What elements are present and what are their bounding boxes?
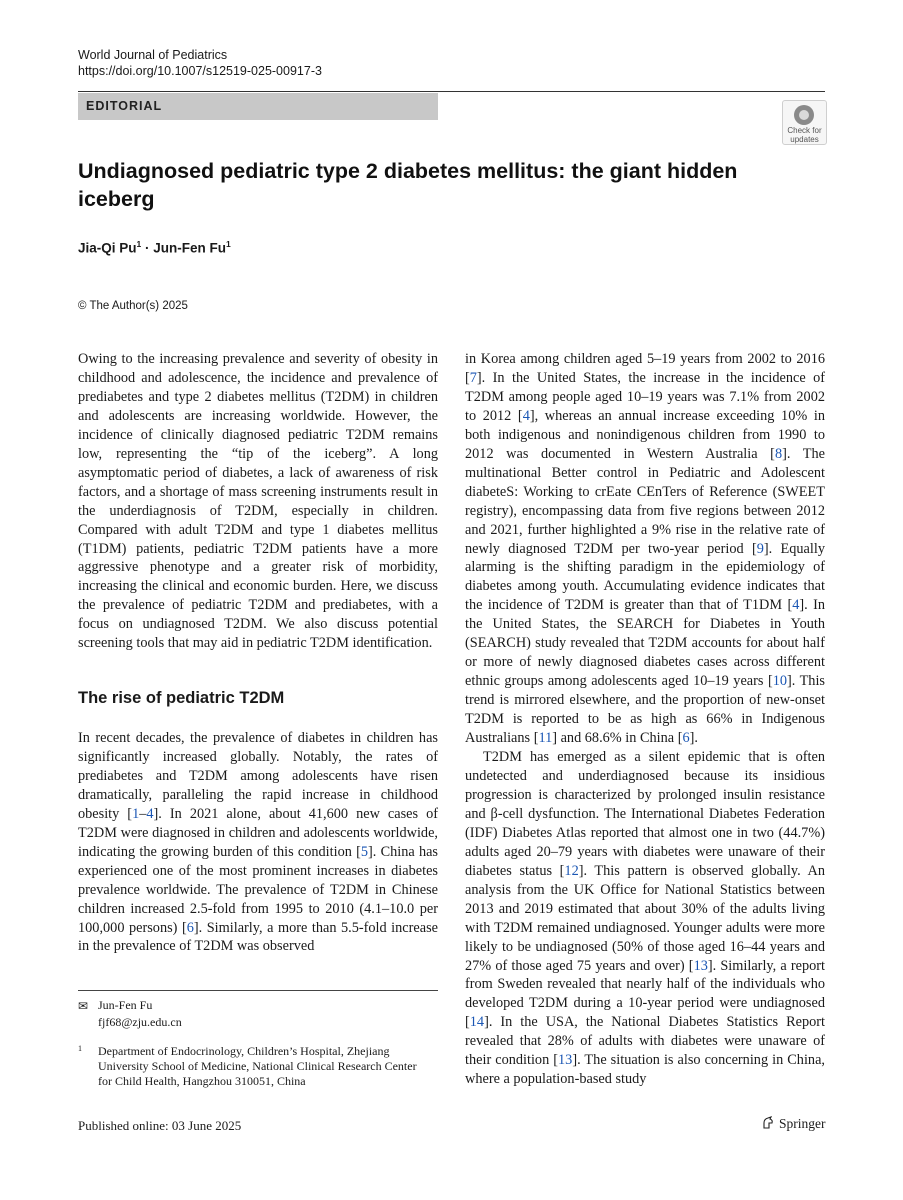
header-rule — [78, 91, 825, 92]
author-name[interactable]: Jun-Fen Fu — [153, 240, 226, 256]
citation-link[interactable]: 10 — [772, 673, 788, 690]
citation-link[interactable]: 7 — [469, 369, 477, 386]
abstract — [78, 350, 438, 653]
citation-link[interactable]: 6 — [682, 730, 690, 747]
article-type-band — [78, 93, 438, 120]
body-left-column — [78, 729, 438, 956]
citation-link[interactable]: 1 — [132, 805, 140, 822]
springer-horse-icon — [761, 1116, 775, 1130]
citation-link[interactable]: 4 — [146, 805, 154, 822]
citation-link[interactable]: 9 — [756, 540, 764, 557]
affiliation-number: 1 — [78, 1044, 82, 1053]
body-paragraph: in Korea among children aged 5–19 years from 2002 to 2016 [7]. In the United States, the increase in the incidence of T2DM among people aged 10–19 years was 7.1% from 2002 to 2012 [4], whereas an annual increase exceeding 10% in both indigenous and nonindigenous children from 1990 to 2012 was documented in Western Australia [8]. The multinational Better control in Pediatric and Adolescent diabeteS: Working to crEate CEnTers of Reference (SWEET registry), encompassing data from five regions between 2012 and 2021, further highlighted a 9% rise in the relative rate of newly diagnosed T2DM per two-year period [9]. Equally alarming is the shifting paradigm in the epidemiology of diabetes among youth. Accumulating evidence indicates that the incidence of T2DM is greater than that of T1DM [4]. In the United States, the SEARCH for Diabetes in Youth (SEARCH) study revealed that T2DM accounts for about half or more of newly diagnosed diabetes cases across different ethnic groups among adolescents aged 10–19 years [10]. This trend is mirrored elsewhere, and the proportion of new-onset T2DM is reported to be as high as 66% in Indigenous Australians [11] and 68.6% in China [6]. — [465, 351, 825, 747]
affiliation-marker: 1 — [226, 239, 231, 249]
citation-link[interactable]: 4 — [792, 597, 800, 614]
body-paragraph: In recent decades, the prevalence of diabetes in children has significantly increased globally. Notably, the rates of prediabetes and T2DM among adolescents have risen dramatically, paralleling the rapid increase in childhood obesity [1–4]. In 2021 alone, about 41,600 new cases of T2DM were diagnosed in children and adolescents worldwide, indicating the growing burden of this condition [5]. China has experienced one of the most prominent increases in diabetes prevalence worldwide. The prevalence of T2DM in Chinese children increased 2.5-fold from 1995 to 2010 (4.1–10.0 per 100,000 persons) [6]. Similarly, a more than 5.5-fold increase in the prevalence of T2DM was observed — [78, 730, 438, 955]
body-right-column — [465, 350, 825, 1089]
citation-link[interactable]: 12 — [564, 862, 579, 879]
article-title: Undiagnosed pediatric type 2 diabetes mellitus: the giant hidden iceberg — [78, 159, 738, 211]
published-date: Published online: 03 June 2025 — [78, 1118, 242, 1133]
check-for-updates-badge[interactable] — [782, 100, 827, 145]
author-list — [78, 239, 231, 256]
copyright-notice: © The Author(s) 2025 — [78, 300, 188, 312]
corresponding-author-name: Jun-Fen Fu — [98, 998, 153, 1012]
citation-link[interactable]: 13 — [693, 957, 708, 974]
affiliation-text: Department of Endocrinology, Children’s Hospital, Zhejiang University School of Medicine, National Clinical Research Center for Child Health, Hangzhou 310051, China — [98, 1044, 417, 1088]
corresponding-author-email[interactable]: fjf68@zju.edu.cn — [98, 1015, 182, 1029]
crossmark-icon — [794, 105, 814, 125]
check-for-updates-label: Check for updates — [787, 126, 822, 144]
citation-link[interactable]: 14 — [469, 1014, 485, 1031]
citation-link[interactable]: 13 — [558, 1052, 573, 1069]
author-separator: · — [141, 240, 154, 256]
footnote-rule — [78, 990, 438, 991]
body-paragraph: T2DM has emerged as a silent epidemic that is often undetected and underdiagnosed because its insidious progression is characterized by prolonged insulin resistance and β-cell dysfunction. The International Diabetes Federation (IDF) Diabetes Atlas reported that almost one in two (44.7%) adults aged 20–79 years with diabetes were unaware of their diabetes status [12]. This pattern is observed globally. An analysis from the UK Office for National Statistics between 2013 and 2019 estimated that about 30% of the adults living with T2DM remained undiagnosed. Younger adults were more likely to be undiagnosed (50% of those aged 16–44 years and 27% of those aged 75 years and over) [13]. Similarly, a report from Sweden revealed that nearly half of the individuals who developed T2DM during a 10-year period were undiagnosed [14]. In the USA, the National Diabetes Statistics Report revealed that 28% of adults with diabetes were unaware of their condition [13]. The situation is also concerning in China, where a population-based study — [465, 749, 826, 1088]
article-type-label: EDITORIAL — [86, 99, 163, 113]
envelope-icon: ✉ — [78, 999, 89, 1013]
citation-link[interactable]: 5 — [360, 843, 369, 860]
affiliation-marker: 1 — [136, 239, 142, 249]
citation-link[interactable]: 4 — [522, 407, 530, 424]
publisher-logo — [761, 1116, 826, 1132]
doi-link[interactable]: https://doi.org/10.1007/s12519-025-00917-3 — [78, 64, 322, 78]
abstract-text: Owing to the increasing prevalence and severity of obesity in childhood and adolescence, the incidence and prevalence of prediabetes and type 2 diabetes mellitus (T2DM) in children and adolescents are increasing worldwide. However, the incidence of clinically diagnosed pediatric T2DM remains low, representing the “tip of the iceberg”. A long asymptomatic period of diabetes, a lack of awareness of risk factors, and a shortage of mass screening instruments result in the underdiagnosis of T2DM, especially in children. Compared with adult T2DM and type 1 diabetes mellitus (T1DM) patients, pediatric T2DM patients have a more aggressive phenotype and a greater risk of morbidity, increasing the clinical and economic burden. Here, we discuss the prevalence of pediatric T2DM and prediabetes, with a focus on undiagnosed T2DM. We also discuss potential screening tools that may aid in pediatric T2DM identification. — [78, 351, 438, 652]
journal-header — [78, 47, 322, 79]
section-heading: The rise of pediatric T2DM — [78, 689, 285, 707]
citation-link[interactable]: 8 — [774, 445, 783, 462]
citation-link[interactable]: 11 — [538, 730, 553, 747]
author-name[interactable]: Jia-Qi Pu — [78, 240, 137, 256]
citation-link[interactable]: 6 — [186, 919, 194, 936]
publisher-name: Springer — [779, 1116, 826, 1131]
journal-name: World Journal of Pediatrics — [78, 48, 228, 62]
